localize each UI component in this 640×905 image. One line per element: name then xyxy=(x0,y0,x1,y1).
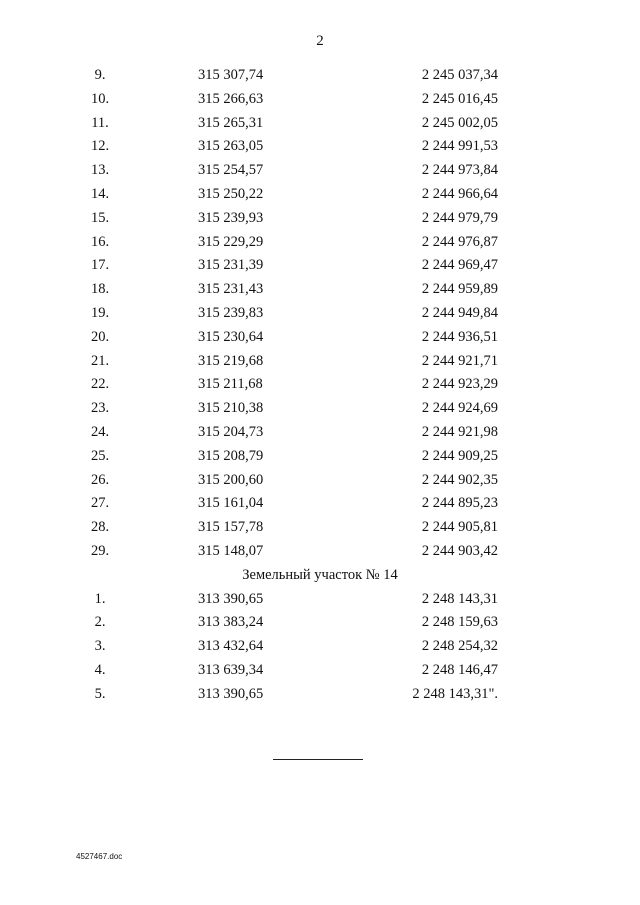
coordinate-y: 2 245 037,34 xyxy=(421,67,498,83)
table-row xyxy=(0,326,640,350)
coordinate-x: 315 266,63 xyxy=(198,90,264,107)
coordinate-y: 2 248 146,47 xyxy=(421,661,498,678)
point-number: 26. xyxy=(90,471,110,488)
coordinate-y: 2 244 976,87 xyxy=(421,233,498,250)
point-number: 15. xyxy=(90,209,110,226)
coordinate-y: 2 244 923,29 xyxy=(421,376,498,393)
coordinates-rows-part1 xyxy=(0,64,640,564)
coordinate-y: 2 244 921,71 xyxy=(421,352,498,369)
page-number: 2 xyxy=(316,33,324,49)
coordinate-y: 2 244 991,53 xyxy=(421,138,498,155)
coordinate-x: 315 263,05 xyxy=(198,138,264,155)
coordinate-y: 2 244 959,89 xyxy=(421,281,498,298)
coordinate-y: 2 244 966,64 xyxy=(421,185,498,202)
coordinate-x: 315 254,57 xyxy=(198,162,264,179)
coordinate-x: 313 390,65 xyxy=(198,590,264,607)
table-row xyxy=(0,64,640,88)
point-number: 21. xyxy=(90,352,110,369)
table-row xyxy=(0,492,640,516)
coordinate-y: 2 244 902,35 xyxy=(421,471,498,488)
coordinates-table xyxy=(0,64,640,707)
point-number: 1. xyxy=(94,590,106,607)
table-row xyxy=(0,112,640,136)
coordinate-x: 315 219,68 xyxy=(198,352,264,369)
table-row xyxy=(0,540,640,564)
coordinate-x: 315 161,04 xyxy=(198,495,264,512)
table-row xyxy=(0,683,640,707)
table-row xyxy=(0,445,640,469)
coordinate-x: 315 307,74 xyxy=(198,67,264,83)
coordinate-x: 315 230,64 xyxy=(198,328,264,345)
coordinate-x: 315 231,39 xyxy=(198,257,264,274)
table-row xyxy=(0,588,640,612)
coordinate-y: 2 248 143,31 xyxy=(421,590,498,607)
point-number: 14. xyxy=(90,185,110,202)
point-number: 3. xyxy=(94,638,106,655)
coordinate-x: 315 157,78 xyxy=(198,519,264,536)
point-number: 29. xyxy=(90,542,110,559)
coordinate-y: 2 244 895,23 xyxy=(421,495,498,512)
coordinate-x: 315 210,38 xyxy=(198,400,264,417)
coordinate-x: 315 231,43 xyxy=(198,281,264,298)
coordinate-x: 315 148,07 xyxy=(198,542,264,559)
point-number: 19. xyxy=(90,304,110,321)
point-number: 16. xyxy=(90,233,110,250)
table-row xyxy=(0,469,640,493)
coordinate-x: 315 265,31 xyxy=(198,114,264,131)
coordinate-x: 315 204,73 xyxy=(198,423,264,440)
coordinate-y: 2 244 969,47 xyxy=(421,257,498,274)
coordinate-x: 313 390,65 xyxy=(198,685,264,702)
coordinate-x: 313 432,64 xyxy=(198,638,264,655)
point-number: 12. xyxy=(90,138,110,155)
table-row xyxy=(0,516,640,540)
table-row xyxy=(0,135,640,159)
table-row xyxy=(0,88,640,112)
coordinate-y: 2 244 973,84 xyxy=(421,162,498,179)
point-number: 18. xyxy=(90,281,110,298)
coordinate-y: 2 248 159,63 xyxy=(421,614,498,631)
point-number: 9. xyxy=(94,67,106,83)
coordinate-x: 315 239,83 xyxy=(198,304,264,321)
point-number: 27. xyxy=(90,495,110,512)
coordinate-y: 2 244 924,69 xyxy=(421,400,498,417)
table-row xyxy=(0,611,640,635)
coordinate-x: 315 208,79 xyxy=(198,447,264,464)
coordinate-x: 313 383,24 xyxy=(198,614,264,631)
table-row xyxy=(0,635,640,659)
coordinate-x: 315 229,29 xyxy=(198,233,264,250)
table-row xyxy=(0,207,640,231)
point-number: 25. xyxy=(90,447,110,464)
table-row xyxy=(0,231,640,255)
point-number: 11. xyxy=(91,114,109,131)
coordinate-y: 2 244 936,51 xyxy=(421,328,498,345)
point-number: 10. xyxy=(90,90,110,107)
footer-filename: 4527467.doc xyxy=(76,852,123,861)
table-row xyxy=(0,397,640,421)
table-row xyxy=(0,302,640,326)
table-row xyxy=(0,421,640,445)
point-number: 4. xyxy=(94,661,106,678)
section-title: Земельный участок № 14 xyxy=(242,566,398,583)
coordinate-x: 315 211,68 xyxy=(198,376,263,393)
coordinate-y: 2 244 949,84 xyxy=(421,304,498,321)
coordinate-x: 315 200,60 xyxy=(198,471,264,488)
coordinate-y: 2 244 909,25 xyxy=(421,447,498,464)
point-number: 20. xyxy=(90,328,110,345)
coordinate-x: 315 239,93 xyxy=(198,209,264,226)
coordinate-y: 2 244 979,79 xyxy=(421,209,498,226)
coordinate-x: 313 639,34 xyxy=(198,661,264,678)
point-number: 17. xyxy=(90,257,110,274)
coordinate-y: 2 244 905,81 xyxy=(421,519,498,536)
table-row xyxy=(0,350,640,374)
point-number: 28. xyxy=(90,519,110,536)
coordinate-y: 2 245 016,45 xyxy=(421,90,498,107)
point-number: 2. xyxy=(94,614,106,631)
table-row xyxy=(0,254,640,278)
coordinate-x: 315 250,22 xyxy=(198,185,264,202)
coordinate-y: 2 248 254,32 xyxy=(421,638,498,655)
coordinate-y: 2 244 903,42 xyxy=(421,542,498,559)
point-number: 5. xyxy=(94,685,106,702)
coordinate-y: 2 244 921,98 xyxy=(421,423,498,440)
table-row xyxy=(0,659,640,683)
table-row xyxy=(0,183,640,207)
point-number: 13. xyxy=(90,162,110,179)
coordinate-y: 2 245 002,05 xyxy=(421,114,498,131)
point-number: 22. xyxy=(90,376,110,393)
point-number: 24. xyxy=(90,423,110,440)
coordinate-y: 2 248 143,31". xyxy=(412,685,498,702)
end-rule xyxy=(273,759,363,760)
table-row xyxy=(0,159,640,183)
point-number: 23. xyxy=(90,400,110,417)
table-row xyxy=(0,278,640,302)
table-row xyxy=(0,373,640,397)
coordinates-rows-part2 xyxy=(0,588,640,707)
